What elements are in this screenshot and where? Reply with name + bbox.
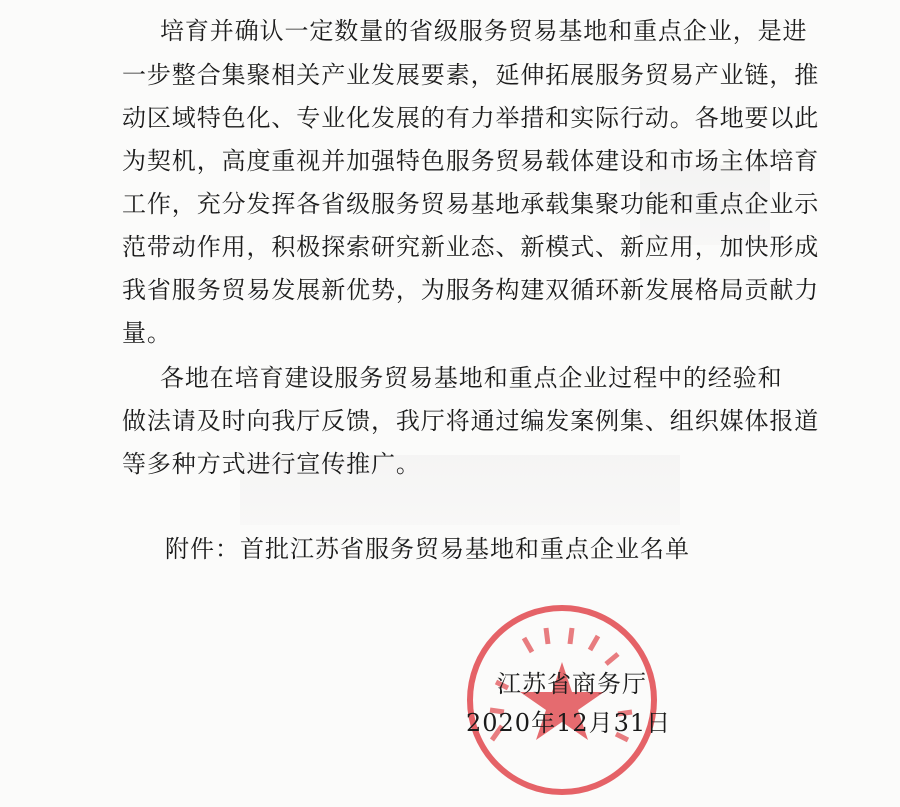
issuer-name: 江苏省商务厅: [497, 670, 647, 698]
text-line: 量。: [122, 319, 172, 347]
text-line: 做法请及时向我厅反馈，我厅将通过编发案例集、组织媒体报道: [122, 407, 820, 435]
issue-date: 2020年12月31日: [466, 709, 672, 737]
text-line: 动区域特色化、专业化发展的有力举措和实际行动。各地要以此: [122, 104, 820, 132]
text-line: 范带动作用，积极探索研究新业态、新模式、新应用，加快形成: [122, 233, 820, 261]
attachment-line: 附件：首批江苏省服务贸易基地和重点企业名单: [165, 535, 690, 563]
text-line: 我省服务贸易发展新优势，为服务构建双循环新发展格局贡献力: [122, 276, 820, 304]
text-line: 各地在培育建设服务贸易基地和重点企业过程中的经验和: [160, 364, 783, 392]
text-line: 培育并确认一定数量的省级服务贸易基地和重点企业，是进: [160, 17, 808, 45]
text-line: 工作，充分发挥各省级服务贸易基地承载集聚功能和重点企业示: [122, 190, 820, 218]
text-line: 等多种方式进行宣传推广。: [122, 450, 421, 478]
text-line: 为契机，高度重视并加强特色服务贸易载体建设和市场主体培育: [122, 147, 820, 175]
official-seal: [462, 600, 662, 800]
text-line: 一步整合集聚相关产业发展要素，延伸拓展服务贸易产业链，推: [122, 61, 820, 89]
